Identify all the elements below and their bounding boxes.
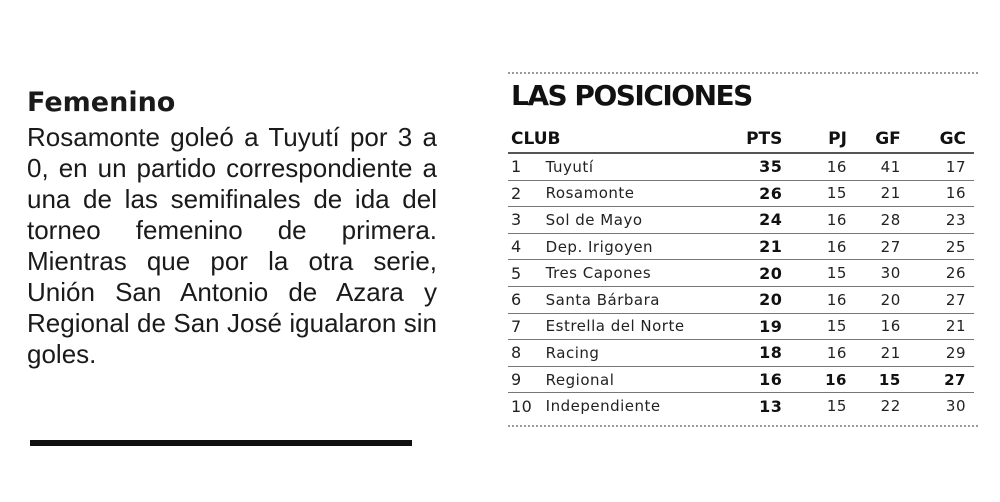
cell-pj: 15 (782, 313, 847, 340)
cell-pts: 24 (729, 207, 783, 234)
cell-gc: 16 (901, 180, 974, 207)
header-pj: PJ (782, 126, 847, 153)
cell-gf: 30 (847, 260, 901, 287)
cell-club: Tres Capones (546, 260, 729, 287)
table-row (508, 393, 974, 419)
cell-gf: 41 (847, 153, 901, 180)
standings-title: LAS POSICIONES (511, 79, 752, 112)
top-dotted-divider (508, 72, 978, 74)
article (27, 86, 437, 370)
cell-pts: 35 (729, 153, 783, 180)
article-title: Femenino (27, 87, 176, 118)
cell-club: Racing (546, 340, 729, 367)
cell-gc: 29 (901, 340, 974, 367)
cell-pos: 10 (511, 396, 533, 416)
cell-club: Independiente (545, 397, 661, 416)
article-divider (30, 440, 412, 446)
table-row (508, 233, 974, 260)
cell-pts: 19 (729, 313, 783, 340)
table-row (508, 180, 974, 207)
cell-pj: 16 (782, 233, 847, 260)
cell-pj: 16 (782, 366, 847, 393)
table-row (508, 207, 974, 234)
cell-pos: 4 (508, 233, 546, 260)
cell-gf: 22 (880, 397, 901, 416)
cell-gc: 30 (945, 397, 966, 416)
header-gf: GF (847, 126, 901, 153)
header-club: CLUB (508, 126, 729, 153)
cell-pts: 26 (729, 180, 783, 207)
cell-pj: 16 (782, 153, 847, 180)
cell-pj: 15 (782, 260, 847, 287)
cell-club: Rosamonte (546, 180, 729, 207)
cell-pos: 9 (508, 366, 546, 393)
bottom-dotted-divider (508, 425, 978, 427)
cell-gc: 27 (901, 366, 974, 393)
cell-pos: 7 (508, 313, 546, 340)
header-gc: GC (901, 126, 974, 153)
cell-pj: 16 (782, 207, 847, 234)
table-header-row (508, 126, 974, 153)
cell-pos: 8 (508, 340, 546, 367)
cell-pos: 5 (508, 260, 546, 287)
cell-pos: 6 (508, 286, 546, 313)
table-row (508, 340, 974, 367)
cell-gc: 23 (901, 207, 974, 234)
cell-pj: 15 (826, 397, 847, 416)
cell-pts: 13 (759, 396, 783, 416)
cell-club: Tuyutí (546, 153, 729, 180)
cell-gc: 21 (901, 313, 974, 340)
cell-club: Regional (546, 366, 729, 393)
cell-gc: 17 (901, 153, 974, 180)
article-body: Rosamonte goleó a Tuyutí por 3 a 0, en un partido correspondiente a una de las semifinales de ida del torneo femenino de primera. Mientras que por la otra serie, Unión San Antonio de Azara y Regional de San José igualaron sin goles. (27, 122, 437, 369)
cell-pj: 16 (782, 286, 847, 313)
standings-box (508, 72, 978, 427)
cell-pos: 2 (508, 180, 546, 207)
cell-gf: 15 (847, 366, 901, 393)
cell-gf: 21 (847, 340, 901, 367)
cell-pts: 18 (729, 340, 783, 367)
cell-gf: 20 (847, 286, 901, 313)
cell-club: Santa Bárbara (546, 286, 729, 313)
cell-gf: 16 (847, 313, 901, 340)
table-row (508, 366, 974, 393)
cell-pts: 21 (729, 233, 783, 260)
cell-pj: 15 (782, 180, 847, 207)
cell-gc: 26 (901, 260, 974, 287)
table-row (508, 286, 974, 313)
table-row (508, 313, 974, 340)
cell-pts: 16 (729, 366, 783, 393)
table-row (508, 153, 974, 180)
cell-gc: 25 (901, 233, 974, 260)
cell-pts: 20 (729, 286, 783, 313)
cell-club: Dep. Irigoyen (546, 233, 729, 260)
cell-gf: 27 (847, 233, 901, 260)
cell-club: Estrella del Norte (546, 313, 729, 340)
cell-gf: 28 (847, 207, 901, 234)
cell-pos: 3 (508, 207, 546, 234)
cell-gc: 27 (901, 286, 974, 313)
cell-pj: 16 (782, 340, 847, 367)
table-row (508, 260, 974, 287)
cell-gf: 21 (847, 180, 901, 207)
cell-club: Sol de Mayo (546, 207, 729, 234)
standings-rows (508, 153, 974, 419)
header-pts: PTS (729, 126, 783, 153)
cell-pos: 1 (508, 153, 546, 180)
cell-pts: 20 (729, 260, 783, 287)
standings-table (508, 126, 974, 419)
